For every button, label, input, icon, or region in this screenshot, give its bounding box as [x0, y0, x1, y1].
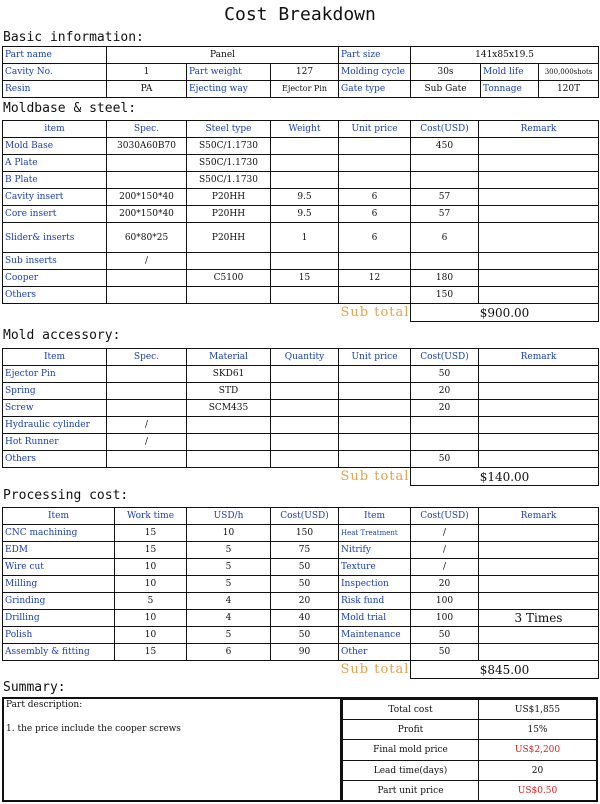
- table-cell: [339, 451, 411, 468]
- table-cell: [107, 366, 187, 383]
- table-cell: 4: [187, 593, 271, 610]
- table-cell: [271, 451, 339, 468]
- table-cell: [339, 400, 411, 417]
- table-cell: 9.5: [271, 189, 339, 206]
- table-cell: Assembly & fitting: [3, 644, 115, 661]
- value-ejecting-way: Ejector Pin: [271, 81, 339, 98]
- table-cell: CNC machining: [3, 525, 115, 542]
- table-cell: Core insert: [3, 206, 107, 223]
- label-part-size: Part size: [339, 47, 411, 64]
- table-cell: Grinding: [3, 593, 115, 610]
- table-cell: Maintenance: [339, 627, 411, 644]
- table-cell: P20HH: [187, 223, 271, 253]
- label-mold-life: Mold life: [481, 64, 539, 81]
- table-cell: [187, 451, 271, 468]
- table-cell: [411, 434, 479, 451]
- table-cell: 10: [115, 576, 187, 593]
- table-row: [3, 223, 599, 253]
- subtotal-row: [3, 468, 599, 486]
- value-cavity-no: 1: [107, 64, 187, 81]
- table-cell: Drilling: [3, 610, 115, 627]
- header-row: [3, 508, 599, 525]
- accessory-table: [2, 348, 599, 486]
- table-cell: [479, 559, 599, 576]
- value-part-size: 141x85x19.5: [411, 47, 599, 64]
- table-cell: 50: [271, 559, 339, 576]
- summary-part-unit-price-label: Part unit price: [343, 781, 479, 801]
- basic-info-table: [2, 46, 599, 98]
- table-cell: [479, 434, 599, 451]
- table-cell: SCM435: [187, 400, 271, 417]
- value-part-weight: 127: [271, 64, 339, 81]
- table-cell: [479, 253, 599, 270]
- table-cell: 15: [115, 542, 187, 559]
- column-header: Work time: [115, 508, 187, 525]
- table-cell: [107, 383, 187, 400]
- table-cell: 50: [411, 644, 479, 661]
- table-cell: /: [411, 559, 479, 576]
- section-heading-moldbase: Moldbase & steel:: [3, 101, 137, 116]
- table-cell: Mold Base: [3, 138, 107, 155]
- column-header: Cost(USD): [411, 508, 479, 525]
- table-cell: [271, 366, 339, 383]
- table-cell: [339, 138, 411, 155]
- processing-table: [2, 507, 599, 679]
- table-cell: [339, 434, 411, 451]
- table-cell: [411, 417, 479, 434]
- table-cell: 50: [271, 627, 339, 644]
- table-cell: [479, 576, 599, 593]
- column-header: Item: [3, 508, 115, 525]
- page-title: Cost Breakdown: [224, 4, 376, 25]
- table-cell: Cavity insert: [3, 189, 107, 206]
- column-header: USD/h: [187, 508, 271, 525]
- table-row: [3, 253, 599, 270]
- value-part-name: Panel: [107, 47, 339, 64]
- subtotal-label: Sub total: [340, 468, 410, 484]
- value-mold-life: 300,000shots: [539, 64, 599, 81]
- table-cell: 200*150*40: [107, 206, 187, 223]
- table-cell: 6: [339, 189, 411, 206]
- table-cell: [479, 400, 599, 417]
- part-description-note: 1. the price include the cooper screws: [6, 724, 181, 734]
- table-cell: [339, 172, 411, 189]
- table-cell: 40: [271, 610, 339, 627]
- table-cell: C5100: [187, 270, 271, 287]
- summary-profit-label: Profit: [343, 720, 479, 740]
- table-cell: [339, 383, 411, 400]
- table-cell: /: [107, 434, 187, 451]
- table-cell: 100: [411, 610, 479, 627]
- summary-table: [342, 699, 597, 801]
- table-cell: [271, 383, 339, 400]
- table-cell: 10: [187, 525, 271, 542]
- subtotal-row: [3, 304, 599, 322]
- table-cell: 5: [187, 576, 271, 593]
- table-cell: S50C/1.1730: [187, 172, 271, 189]
- table-cell: [479, 417, 599, 434]
- table-row: [3, 206, 599, 223]
- subtotal-spacer: [3, 304, 339, 322]
- table-cell: Screw: [3, 400, 107, 417]
- table-cell: 100: [411, 593, 479, 610]
- subtotal-row: [3, 661, 599, 679]
- subtotal-value: $845.00: [411, 661, 599, 679]
- table-row: [3, 366, 599, 383]
- table-row: [3, 610, 599, 627]
- table-cell: Other: [339, 644, 411, 661]
- table-cell: /: [107, 253, 187, 270]
- label-ejecting-way: Ejecting way: [187, 81, 271, 98]
- table-cell: 1: [271, 223, 339, 253]
- table-cell: Ejector Pin: [3, 366, 107, 383]
- table-cell: Sub inserts: [3, 253, 107, 270]
- table-cell: Polish: [3, 627, 115, 644]
- table-cell: 150: [411, 287, 479, 304]
- table-cell: 20: [411, 576, 479, 593]
- table-cell: Slider& inserts: [3, 223, 107, 253]
- summary-box: [2, 697, 598, 802]
- table-cell: Others: [3, 451, 107, 468]
- table-cell: 5: [187, 627, 271, 644]
- column-header: Steel type: [187, 121, 271, 138]
- value-tonnage: 120T: [539, 81, 599, 98]
- column-header: Cost(USD): [271, 508, 339, 525]
- column-header: Remark: [479, 349, 599, 366]
- table-cell: [411, 155, 479, 172]
- table-cell: A Plate: [3, 155, 107, 172]
- label-cavity-no: Cavity No.: [3, 64, 107, 81]
- table-row: [3, 593, 599, 610]
- column-header: Material: [187, 349, 271, 366]
- table-cell: 57: [411, 206, 479, 223]
- table-cell: [479, 593, 599, 610]
- header-row: [3, 121, 599, 138]
- table-row: [3, 644, 599, 661]
- label-molding-cycle: Molding cycle: [339, 64, 411, 81]
- table-cell: [479, 287, 599, 304]
- table-row: [3, 138, 599, 155]
- table-cell: [107, 270, 187, 287]
- table-cell: 6: [339, 223, 411, 253]
- table-cell: 57: [411, 189, 479, 206]
- table-cell: Heat Treatment: [339, 525, 411, 542]
- table-cell: [271, 434, 339, 451]
- subtotal-value: $140.00: [411, 468, 599, 486]
- section-heading-summary: Summary:: [3, 680, 66, 695]
- table-row: [3, 559, 599, 576]
- table-cell: 180: [411, 270, 479, 287]
- table-cell: /: [411, 542, 479, 559]
- table-cell: 200*150*40: [107, 189, 187, 206]
- table-cell: EDM: [3, 542, 115, 559]
- column-header: item: [3, 121, 107, 138]
- table-cell: STD: [187, 383, 271, 400]
- table-cell: 10: [115, 559, 187, 576]
- column-header: Remark: [479, 508, 599, 525]
- table-cell: /: [107, 417, 187, 434]
- table-row: [3, 451, 599, 468]
- table-cell: [187, 287, 271, 304]
- table-cell: 9.5: [271, 206, 339, 223]
- table-cell: 60*80*25: [107, 223, 187, 253]
- table-row: [3, 287, 599, 304]
- table-cell: 15: [115, 525, 187, 542]
- table-cell: 450: [411, 138, 479, 155]
- table-cell: [187, 434, 271, 451]
- label-part-name: Part name: [3, 47, 107, 64]
- subtotal-label: Sub total: [340, 661, 410, 677]
- table-cell: [479, 172, 599, 189]
- table-cell: [187, 253, 271, 270]
- table-cell: [107, 172, 187, 189]
- value-resin: PA: [107, 81, 187, 98]
- table-cell: [479, 270, 599, 287]
- table-cell: Hydraulic cylinder: [3, 417, 107, 434]
- table-cell: [479, 138, 599, 155]
- table-cell: /: [411, 525, 479, 542]
- summary-lead-time-label: Lead time(days): [343, 761, 479, 781]
- table-cell: [339, 155, 411, 172]
- table-cell: 20: [411, 400, 479, 417]
- column-header: Unit price: [339, 349, 411, 366]
- table-cell: Texture: [339, 559, 411, 576]
- table-cell: [479, 525, 599, 542]
- table-cell: 50: [411, 627, 479, 644]
- table-cell: [339, 253, 411, 270]
- column-header: Quantity: [271, 349, 339, 366]
- table-cell: [107, 287, 187, 304]
- table-cell: [479, 155, 599, 172]
- table-row: [3, 155, 599, 172]
- value-gate-type: Sub Gate: [411, 81, 481, 98]
- section-heading-basic: Basic information:: [3, 30, 144, 45]
- section-heading-accessory: Mold accessory:: [3, 328, 121, 343]
- table-cell: [107, 400, 187, 417]
- table-cell: 5: [115, 593, 187, 610]
- table-cell: Nitrify: [339, 542, 411, 559]
- value-molding-cycle: 30s: [411, 64, 481, 81]
- table-cell: 20: [411, 383, 479, 400]
- column-header: Item: [3, 349, 107, 366]
- label-part-weight: Part weight: [187, 64, 271, 81]
- table-cell: 15: [271, 270, 339, 287]
- table-cell: 20: [271, 593, 339, 610]
- table-cell: B Plate: [3, 172, 107, 189]
- part-description-label: Part description:: [6, 700, 83, 710]
- table-cell: [107, 451, 187, 468]
- summary-final-mold-price-value: US$2,200: [479, 740, 597, 761]
- label-tonnage: Tonnage: [481, 81, 539, 98]
- table-row: [3, 525, 599, 542]
- table-cell: [271, 287, 339, 304]
- table-row: [3, 542, 599, 559]
- table-cell: Hot Runner: [3, 434, 107, 451]
- table-row: [3, 434, 599, 451]
- table-cell: Wire cut: [3, 559, 115, 576]
- part-description-panel: [4, 699, 342, 800]
- table-cell: [339, 366, 411, 383]
- table-row: [3, 400, 599, 417]
- table-cell: [411, 172, 479, 189]
- table-cell: [339, 287, 411, 304]
- column-header: Cost(USD): [411, 121, 479, 138]
- summary-total-cost-value: US$1,855: [479, 700, 597, 720]
- table-cell: Inspection: [339, 576, 411, 593]
- column-header: Remark: [479, 121, 599, 138]
- table-cell: 3030A60B70: [107, 138, 187, 155]
- table-cell: 5: [187, 542, 271, 559]
- table-cell: 10: [115, 610, 187, 627]
- summary-final-mold-price-label: Final mold price: [343, 740, 479, 761]
- table-cell: Others: [3, 287, 107, 304]
- table-cell: 6: [339, 206, 411, 223]
- table-cell: [271, 417, 339, 434]
- table-row: [3, 627, 599, 644]
- table-cell: [187, 417, 271, 434]
- table-cell: P20HH: [187, 206, 271, 223]
- subtotal-spacer: [3, 468, 339, 486]
- table-cell: Milling: [3, 576, 115, 593]
- table-cell: SKD61: [187, 366, 271, 383]
- table-cell: 3 Times: [479, 610, 599, 627]
- column-header: Spec.: [107, 349, 187, 366]
- table-cell: S50C/1.1730: [187, 155, 271, 172]
- table-cell: [479, 223, 599, 253]
- table-cell: Spring: [3, 383, 107, 400]
- table-cell: 10: [115, 627, 187, 644]
- table-cell: [107, 155, 187, 172]
- table-cell: P20HH: [187, 189, 271, 206]
- table-cell: [271, 138, 339, 155]
- table-cell: [479, 366, 599, 383]
- subtotal-label: Sub total: [340, 304, 410, 320]
- table-cell: 12: [339, 270, 411, 287]
- column-header: Unit price: [339, 121, 411, 138]
- table-cell: [479, 451, 599, 468]
- moldbase-table: [2, 120, 599, 322]
- table-cell: [479, 627, 599, 644]
- summary-profit-value: 15%: [479, 720, 597, 740]
- table-row: [3, 417, 599, 434]
- column-header: Item: [339, 508, 411, 525]
- subtotal-value: $900.00: [411, 304, 599, 322]
- summary-total-cost-label: Total cost: [343, 700, 479, 720]
- table-cell: [271, 155, 339, 172]
- column-header: Weight: [271, 121, 339, 138]
- table-row: [3, 383, 599, 400]
- table-row: [3, 270, 599, 287]
- column-header: Cost(USD): [411, 349, 479, 366]
- table-cell: [479, 206, 599, 223]
- table-cell: 50: [271, 576, 339, 593]
- table-cell: 75: [271, 542, 339, 559]
- table-cell: [479, 383, 599, 400]
- table-cell: 6: [411, 223, 479, 253]
- table-cell: 50: [411, 366, 479, 383]
- table-cell: 5: [187, 559, 271, 576]
- table-cell: Mold trial: [339, 610, 411, 627]
- table-cell: [339, 417, 411, 434]
- table-cell: 150: [271, 525, 339, 542]
- table-cell: [479, 542, 599, 559]
- table-cell: 90: [271, 644, 339, 661]
- summary-part-unit-price-value: US$0.50: [479, 781, 597, 801]
- table-cell: S50C/1.1730: [187, 138, 271, 155]
- table-cell: [479, 189, 599, 206]
- header-row: [3, 349, 599, 366]
- table-cell: 4: [187, 610, 271, 627]
- label-resin: Resin: [3, 81, 107, 98]
- table-cell: 15: [115, 644, 187, 661]
- table-cell: [479, 644, 599, 661]
- summary-lead-time-value: 20: [479, 761, 597, 781]
- table-cell: [411, 253, 479, 270]
- table-cell: [271, 400, 339, 417]
- table-cell: Risk fund: [339, 593, 411, 610]
- subtotal-spacer: [3, 661, 339, 679]
- label-gate-type: Gate type: [339, 81, 411, 98]
- table-cell: [271, 253, 339, 270]
- table-row: [3, 576, 599, 593]
- table-row: [3, 172, 599, 189]
- column-header: Spec.: [107, 121, 187, 138]
- table-row: [3, 189, 599, 206]
- table-cell: Cooper: [3, 270, 107, 287]
- table-cell: 50: [411, 451, 479, 468]
- table-cell: [271, 172, 339, 189]
- table-cell: 6: [187, 644, 271, 661]
- section-heading-processing: Processing cost:: [3, 488, 129, 503]
